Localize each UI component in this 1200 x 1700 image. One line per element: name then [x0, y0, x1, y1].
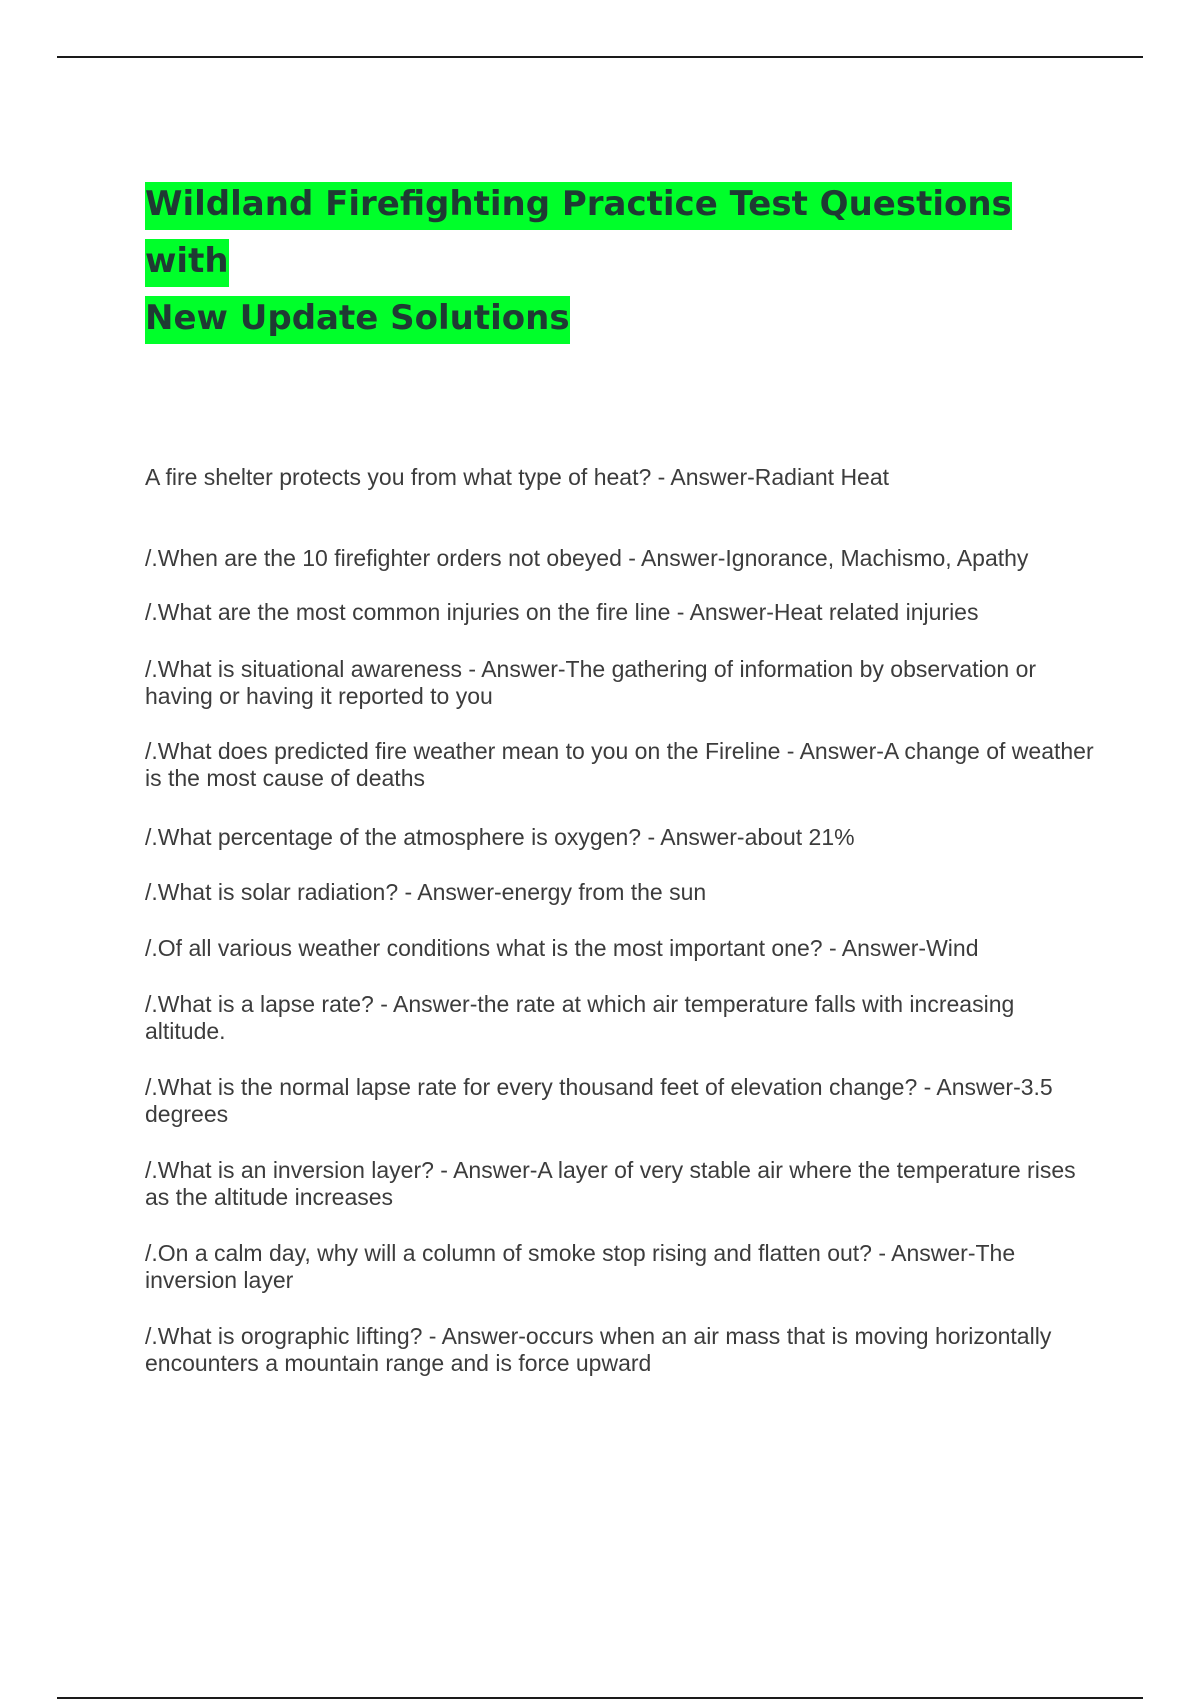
qa-item: /.What is the normal lapse rate for every thousand feet of elevation change? - Answer-3.5 degrees [145, 1074, 1053, 1127]
qa-item: /.What are the most common injuries on the fire line - Answer-Heat related injuries [145, 599, 979, 625]
qa-item: /.What is solar radiation? - Answer-energy from the sun [145, 879, 707, 905]
qa-item: /.What is orographic lifting? - Answer-occurs when an air mass that is moving horizontally encounters a mountain range and is force upward [145, 1323, 1052, 1376]
qa-item: /.Of all various weather conditions what is the most important one? - Answer-Wind [145, 935, 979, 961]
document-title-line-2: New Update Solutions [145, 296, 570, 344]
qa-item: /.What is a lapse rate? - Answer-the rate at which air temperature falls with increasing altitude. [145, 991, 1015, 1044]
qa-item: /.When are the 10 firefighter orders not obeyed - Answer-Ignorance, Machismo, Apathy [145, 545, 1029, 571]
qa-item: /.What percentage of the atmosphere is oxygen? - Answer-about 21% [145, 824, 855, 850]
bottom-rule [57, 1697, 1143, 1699]
document-title [145, 176, 1105, 347]
qa-item: /.What is an inversion layer? - Answer-A layer of very stable air where the temperature rises as the altitude increases [145, 1157, 1076, 1210]
qa-item: A fire shelter protects you from what type of heat? - Answer-Radiant Heat [145, 464, 890, 490]
qa-item: /.What does predicted fire weather mean to you on the Fireline - Answer-A change of weather is the most cause of deaths [145, 738, 1094, 791]
qa-item: /.On a calm day, why will a column of smoke stop rising and flatten out? - Answer-The inversion layer [145, 1240, 1016, 1293]
qa-item: /.What is situational awareness - Answer-The gathering of information by observation or having or having it reported to you [145, 656, 1037, 709]
document-title-line-1: Wildland Firefighting Practice Test Questions with [145, 182, 1012, 287]
top-rule [57, 56, 1143, 58]
